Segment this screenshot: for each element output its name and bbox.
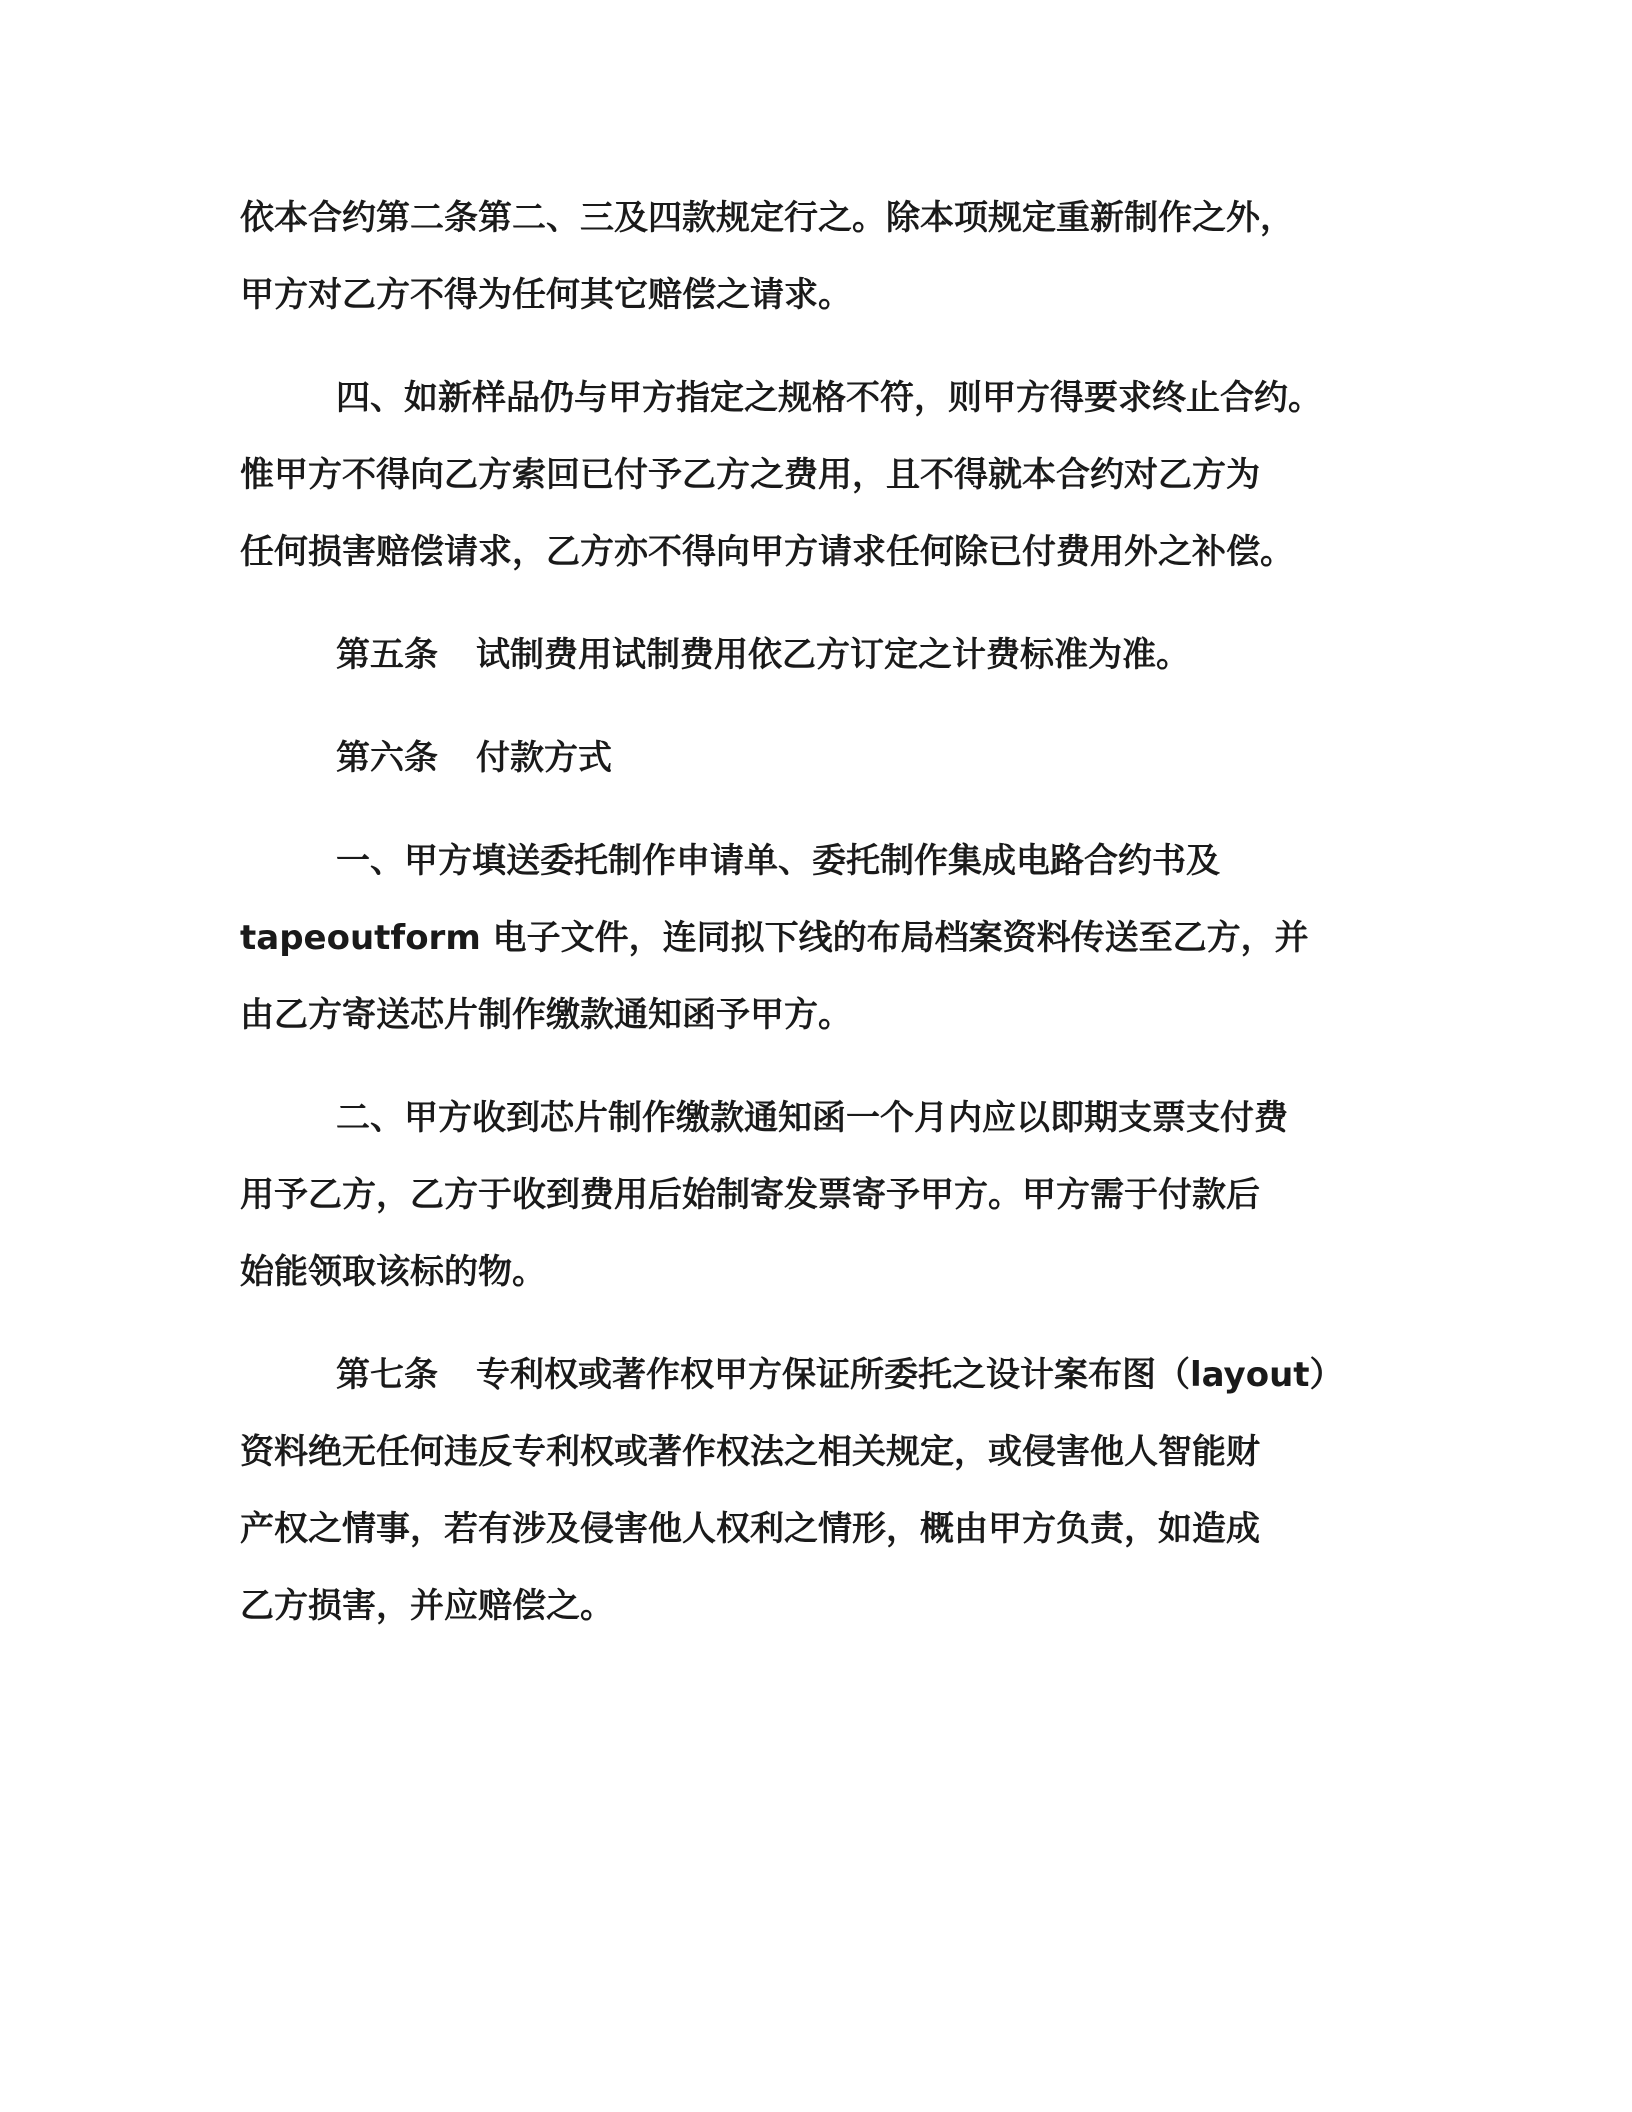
article-number: 第五条 (336, 635, 438, 675)
paragraph-line: 任何损害赔偿请求，乙方亦不得向甲方请求任何除已付费用外之补偿。 (240, 532, 1294, 572)
article-number: 第七条 (336, 1355, 438, 1395)
article-title: 付款方式 (476, 738, 612, 778)
paragraph-line: 一、甲方填送委托制作申请单、委托制作集成电路合约书及 (336, 841, 1220, 881)
paragraph-line: 二、甲方收到芯片制作缴款通知函一个月内应以即期支票支付费 (336, 1098, 1288, 1138)
paragraph-line: 乙方损害，并应赔偿之。 (240, 1586, 614, 1626)
article-text: 试制费用试制费用依乙方订定之计费标准为准。 (476, 635, 1190, 675)
article-7-line (336, 1355, 1344, 1395)
paragraph-line: 始能领取该标的物。 (240, 1252, 546, 1292)
paragraph-line: 产权之情事，若有涉及侵害他人权利之情形，概由甲方负责，如造成 (240, 1509, 1260, 1549)
paragraph-line: 用予乙方，乙方于收到费用后始制寄发票寄予甲方。甲方需于付款后 (240, 1175, 1260, 1215)
paragraph-line: 资料绝无任何违反专利权或著作权法之相关规定，或侵害他人智能财 (240, 1432, 1260, 1472)
paragraph-line: 甲方对乙方不得为任何其它赔偿之请求。 (240, 275, 852, 315)
paragraph-line: 依本合约第二条第二、三及四款规定行之。除本项规定重新制作之外， (240, 198, 1294, 238)
article-5-line (336, 635, 1190, 675)
paragraph-line: 由乙方寄送芯片制作缴款通知函予甲方。 (240, 995, 852, 1035)
paragraph-line: 四、如新样品仍与甲方指定之规格不符，则甲方得要求终止合约。 (336, 378, 1322, 418)
paragraph-line: 惟甲方不得向乙方索回已付予乙方之费用，且不得就本合约对乙方为 (240, 455, 1260, 495)
article-6-line (336, 738, 612, 778)
paragraph-line: tapeoutform 电子文件，连同拟下线的布局档案资料传送至乙方，并 (240, 918, 1309, 958)
article-number: 第六条 (336, 738, 438, 778)
article-text: 专利权或著作权甲方保证所委托之设计案布图（layout） (476, 1355, 1344, 1395)
